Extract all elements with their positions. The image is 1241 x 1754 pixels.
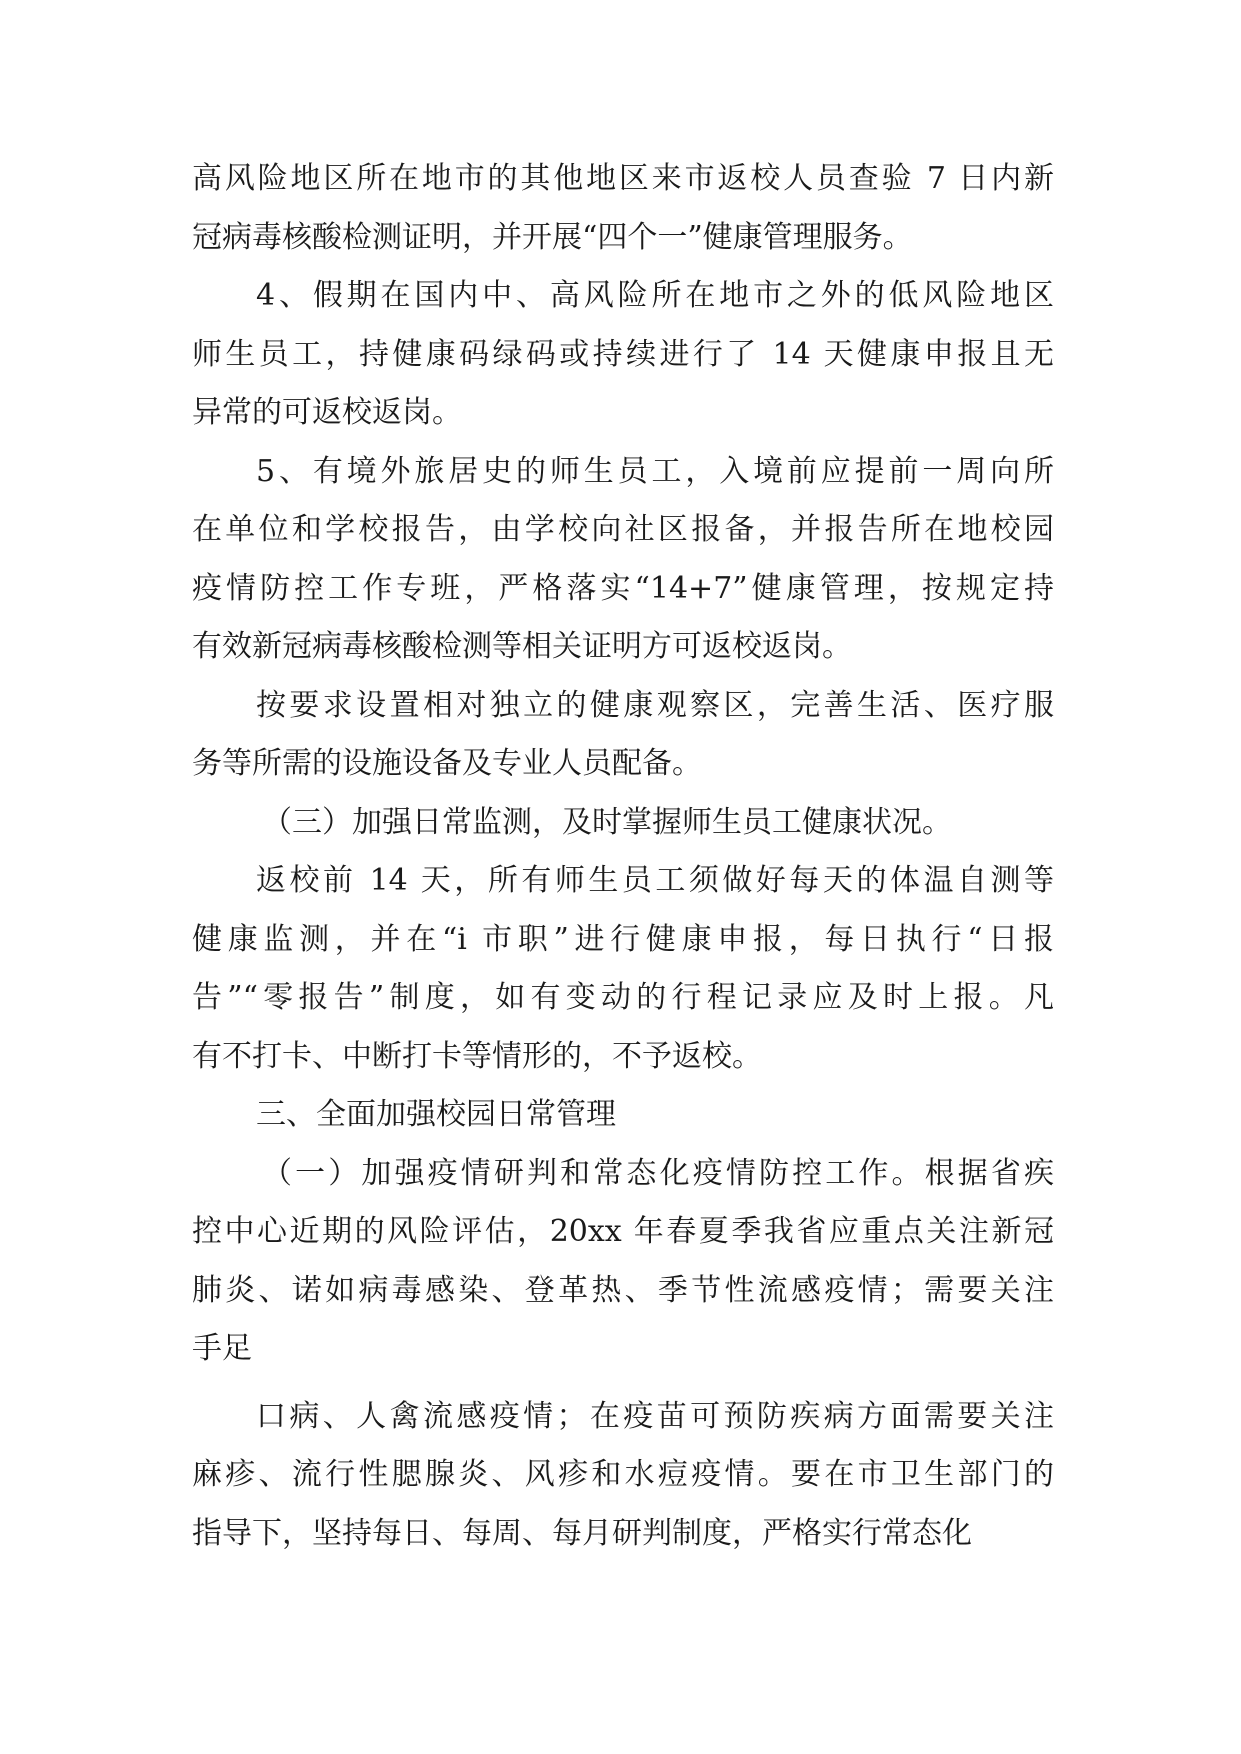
text-line: 在单位和学校报告，由学校向社区报备，并报告所在地校园 (192, 512, 1054, 547)
text-line: 有效新冠病毒核酸检测等相关证明方可返校返岗。 (192, 629, 852, 664)
paragraph (192, 677, 1054, 794)
text-line: 手足 (192, 1331, 252, 1366)
text-line: 5、有境外旅居史的师生员工，入境前应提前一周向所 (256, 453, 1054, 489)
text-line: 告”“零报告”制度，如有变动的行程记录应及时上报。凡 (192, 980, 1054, 1015)
paragraph (192, 267, 1054, 443)
text-line: 三、全面加强校园日常管理 (256, 1097, 616, 1132)
text-line: 师生员工，持健康码绿码或持续进行了 14 天健康申报且无 (192, 336, 1054, 372)
text-line: 高风险地区所在地市的其他地区来市返校人员查验 7 日内新 (192, 161, 1054, 196)
text-line: 控中心近期的风险评估，20xx 年春夏季我省应重点关注新冠 (192, 1214, 1054, 1249)
text-line: 务等所需的设施设备及专业人员配备。 (192, 746, 702, 781)
text-line: 疫情防控工作专班，严格落实“14+7”健康管理，按规定持 (192, 570, 1054, 606)
paragraph (192, 1086, 1054, 1145)
document-body (192, 150, 1054, 1563)
text-line: 异常的可返校返岗。 (192, 395, 462, 430)
text-line: 冠病毒核酸检测证明，并开展“四个一”健康管理服务。 (192, 219, 913, 255)
text-line: 麻疹、流行性腮腺炎、风疹和水痘疫情。要在市卫生部门的 (192, 1457, 1054, 1492)
text-line: 返校前 14 天，所有师生员工须做好每天的体温自测等 (256, 863, 1054, 898)
paragraph (192, 1145, 1054, 1379)
paragraph (192, 150, 1054, 267)
paragraph (192, 1388, 1054, 1564)
text-line: （三）加强日常监测，及时掌握师生员工健康状况。 (262, 804, 952, 840)
text-line: 肺炎、诺如病毒感染、登革热、季节性流感疫情；需要关注 (192, 1272, 1054, 1308)
text-line: 4、假期在国内中、高风险所在地市之外的低风险地区 (256, 278, 1054, 313)
paragraph (192, 443, 1054, 677)
paragraph (192, 794, 1054, 853)
text-line: 有不打卡、中断打卡等情形的，不予返校。 (192, 1038, 762, 1074)
text-line: 指导下，坚持每日、每周、每月研判制度，严格实行常态化 (192, 1515, 972, 1551)
text-line: （一）加强疫情研判和常态化疫情防控工作。根据省疾 (262, 1155, 1054, 1191)
text-line: 口病、人禽流感疫情；在疫苗可预防疾病方面需要关注 (256, 1398, 1054, 1434)
paragraph (192, 852, 1054, 1086)
text-line: 按要求设置相对独立的健康观察区，完善生活、医疗服 (256, 687, 1054, 723)
text-line: 健康监测，并在“i 市职”进行健康申报，每日执行“日报 (192, 921, 1054, 957)
page-break-gap (192, 1379, 1054, 1388)
